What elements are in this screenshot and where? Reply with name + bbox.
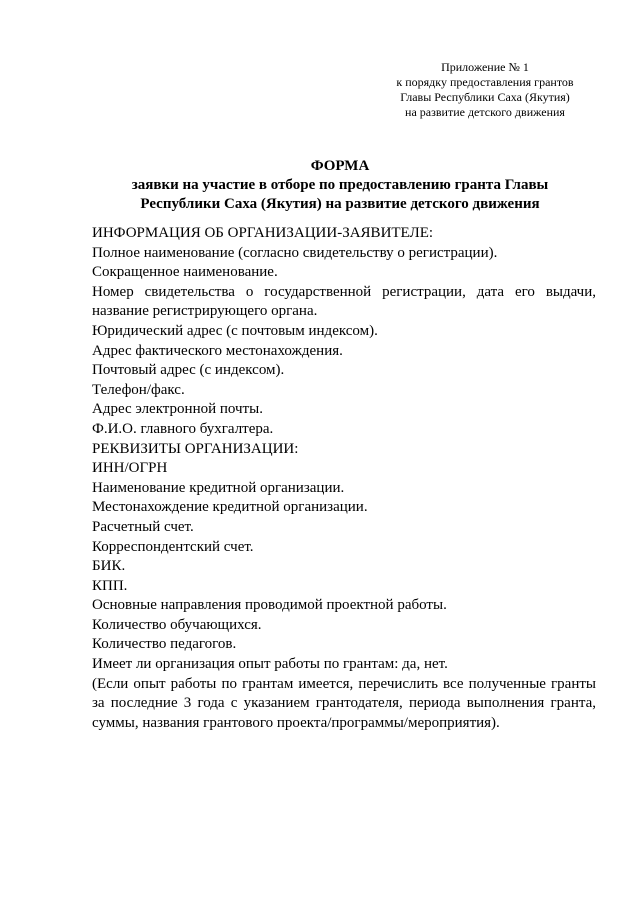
field-inn-ogrn: ИНН/ОГРН: [92, 460, 168, 477]
field-email: Адрес электронной почты.: [92, 401, 263, 418]
appendix-line: Главы Республики Саха (Якутия): [400, 90, 570, 104]
field-grant-experience: Имеет ли организация опыт работы по грантам: да, нет.: [92, 656, 448, 673]
form-title-block: [60, 157, 620, 214]
field-correspondent-account: Корреспондентский счет.: [92, 538, 254, 555]
grant-note-line: (Если опыт работы по грантам имеется, перечислить все полученные гранты: [92, 675, 596, 692]
appendix-header: [370, 60, 600, 120]
field-registration: Номер свидетельства о государственной регистрации, дата его выдачи,: [92, 283, 596, 300]
section-heading-requisites: РЕКВИЗИТЫ ОРГАНИЗАЦИИ:: [92, 440, 299, 457]
field-teachers-count: Количество педагогов.: [92, 636, 237, 653]
field-short-name: Сокращенное наименование.: [92, 264, 278, 281]
field-bank-name: Наименование кредитной организации.: [92, 479, 345, 496]
field-legal-address: Юридический адрес (с почтовым индексом).: [92, 322, 378, 339]
field-phone-fax: Телефон/факс.: [92, 381, 185, 398]
form-subtitle-line: Республики Саха (Якутия) на развитие детского движения: [140, 196, 540, 212]
field-postal-address: Почтовый адрес (с индексом).: [92, 362, 285, 379]
appendix-line: на развитие детского движения: [405, 105, 565, 119]
form-subtitle-line: заявки на участие в отборе по предоставлению гранта Главы: [131, 177, 549, 193]
grant-note-line: за последние 3 года с указанием грантодателя, периода выполнения гранта,: [92, 695, 596, 712]
field-kpp: КПП.: [92, 577, 128, 594]
field-directions: Основные направления проводимой проектной работы.: [92, 597, 447, 614]
form-heading: ФОРМА: [310, 158, 370, 174]
field-full-name: Полное наименование (согласно свидетельству о регистрации).: [92, 244, 498, 261]
field-accountant: Ф.И.О. главного бухгалтера.: [92, 420, 274, 437]
field-students-count: Количество обучающихся.: [92, 616, 262, 633]
appendix-line: к порядку предоставления грантов: [396, 75, 574, 89]
field-settlement-account: Расчетный счет.: [92, 518, 194, 535]
appendix-title: Приложение № 1: [441, 60, 529, 74]
field-bik: БИК.: [92, 558, 126, 575]
field-bank-location: Местонахождение кредитной организации.: [92, 499, 368, 516]
section-heading-organization: ИНФОРМАЦИЯ ОБ ОРГАНИЗАЦИИ-ЗАЯВИТЕЛЕ:: [92, 225, 434, 241]
field-registration-cont: название регистрирующего органа.: [92, 303, 318, 320]
grant-note-line: суммы, названия грантового проекта/программы/мероприятия).: [92, 714, 500, 731]
form-body: [92, 224, 596, 733]
field-actual-address: Адрес фактического местонахождения.: [92, 342, 343, 359]
